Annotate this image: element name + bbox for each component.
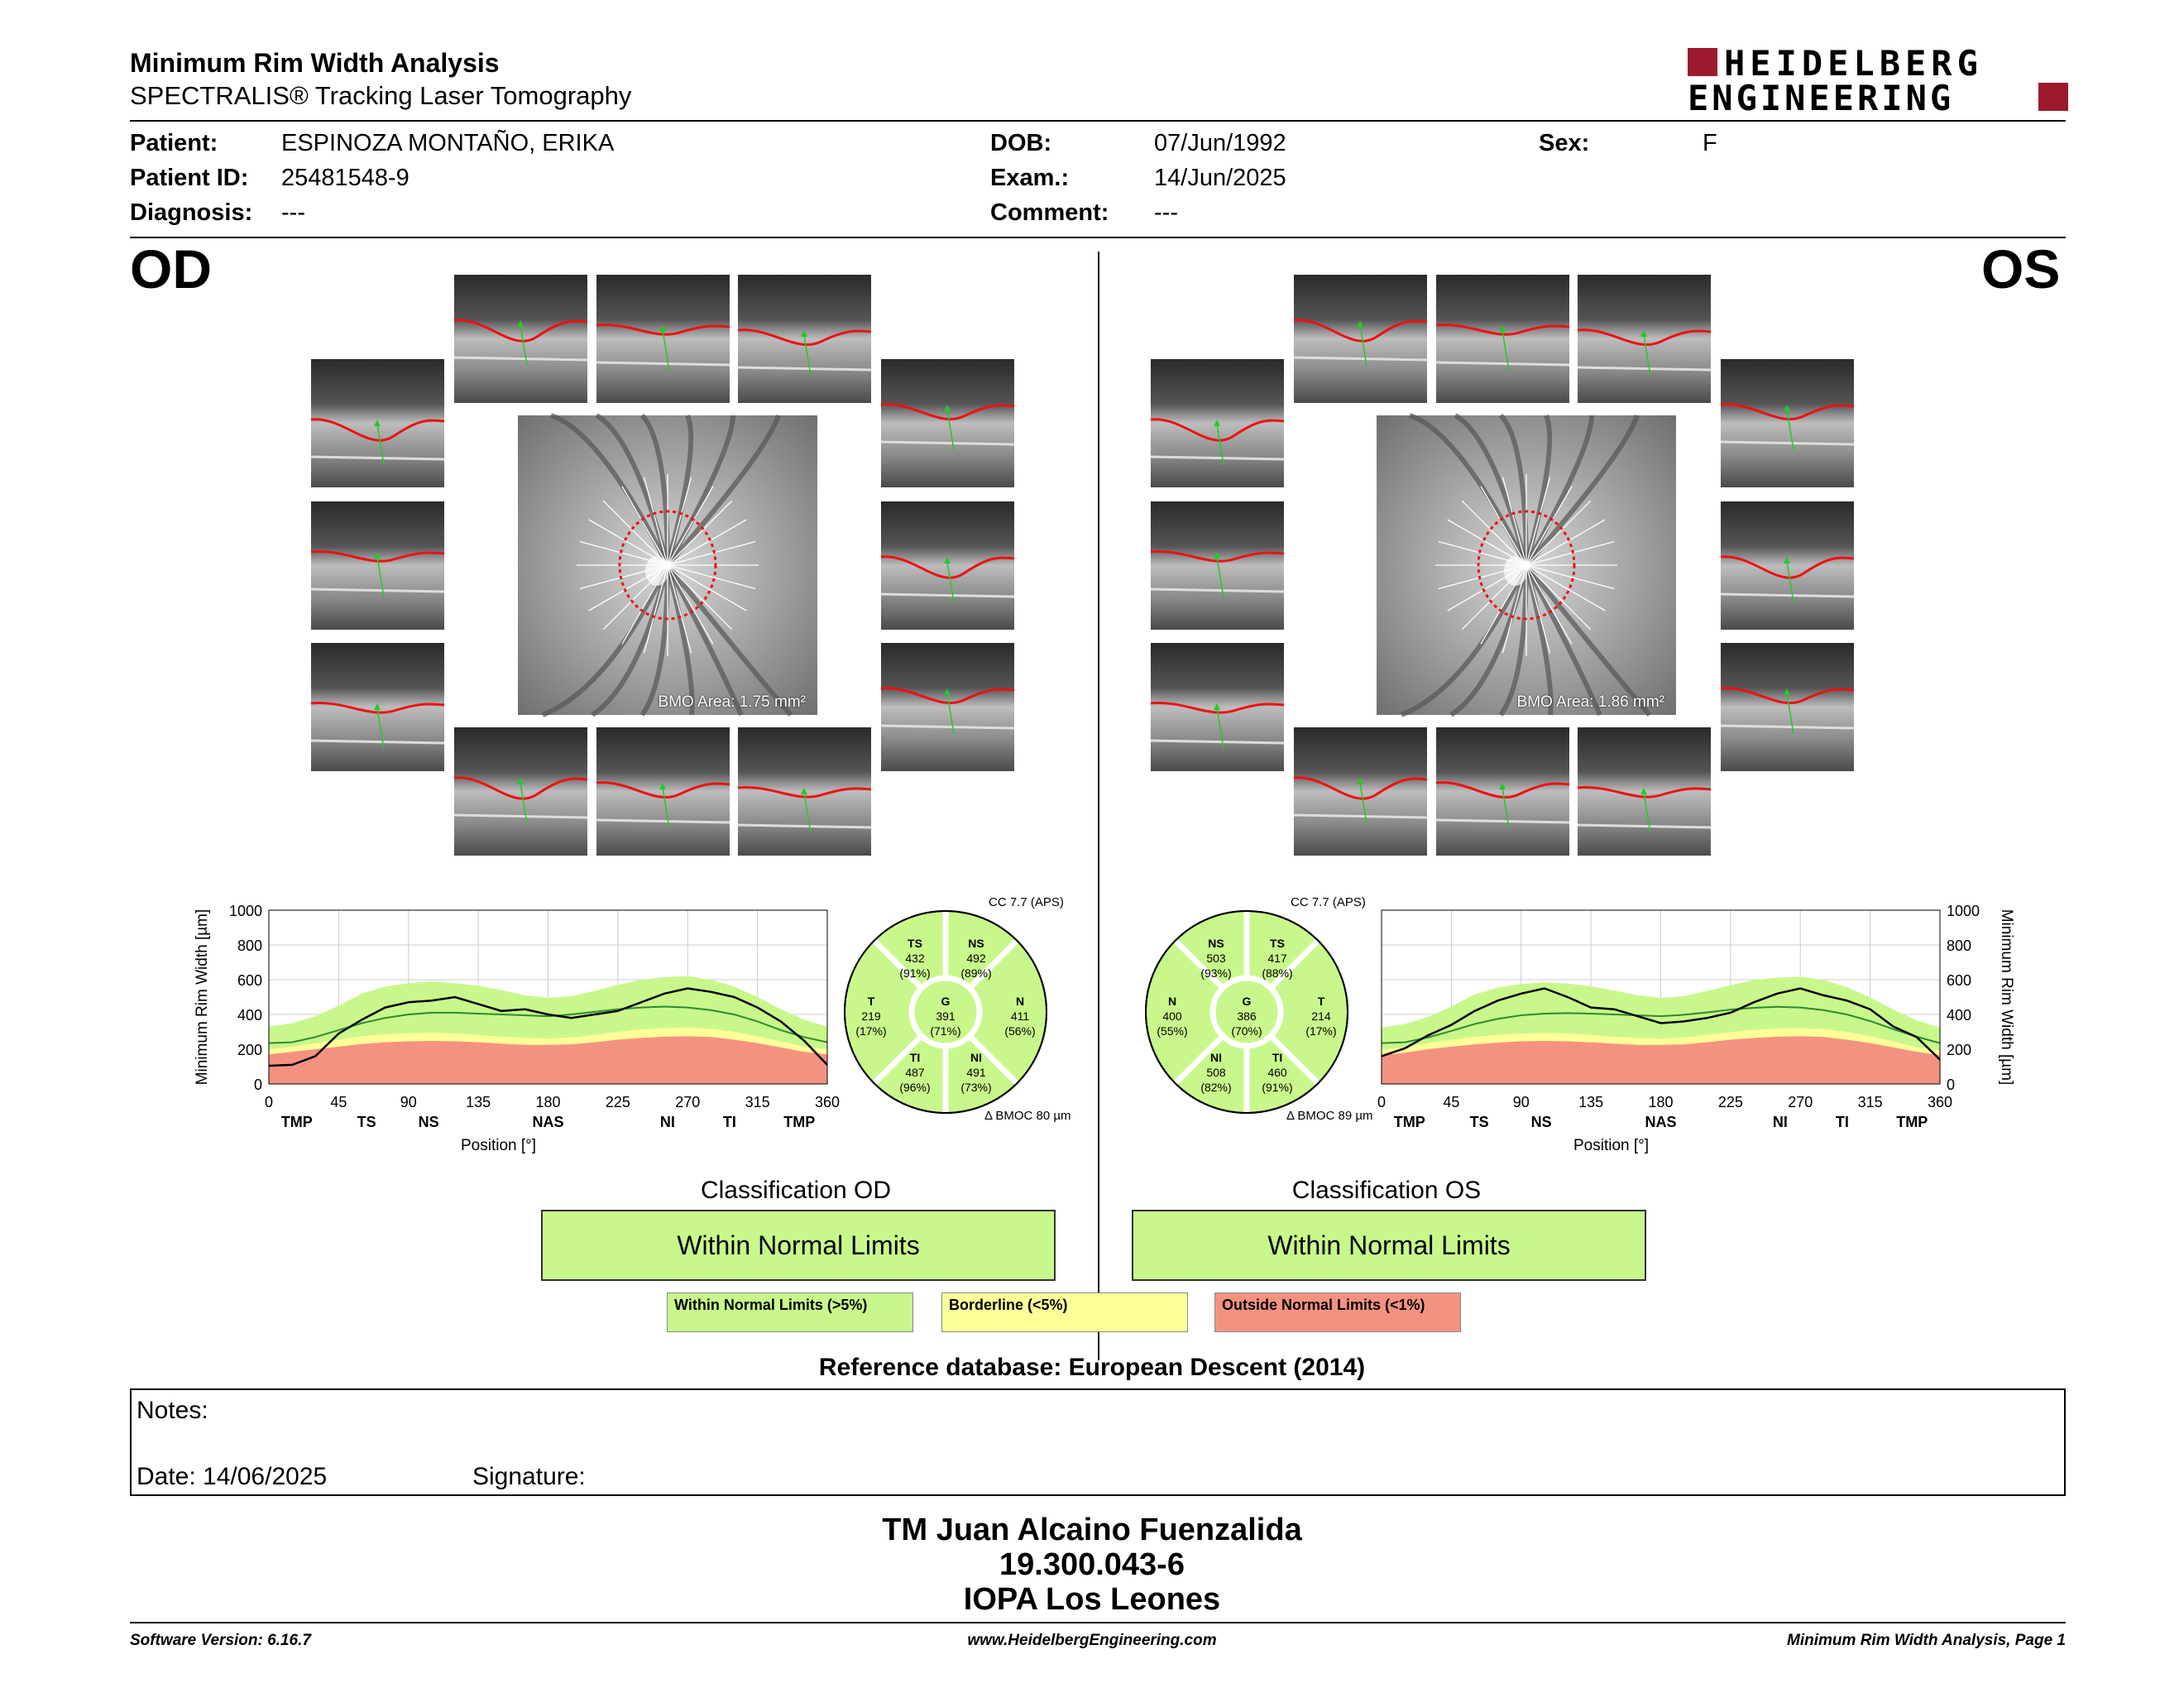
os-sector-ni-label: NI: [1210, 1051, 1222, 1064]
od-oct-scan-6: [311, 501, 444, 630]
od-sector-ts-label: TS: [908, 937, 922, 950]
os-oct-scan-7: [1721, 501, 1854, 630]
os-sector-tick-tmp: TMP: [1896, 1114, 1928, 1130]
os-x-axis-label: Position [°]: [1573, 1137, 1650, 1154]
os-ytick-0: 0: [1947, 1077, 1956, 1093]
os-oct-scan-5: [1721, 359, 1854, 487]
os-bmoc-value: BMOC 89 µm: [1297, 1109, 1373, 1123]
od-xtick-90: 90: [400, 1094, 417, 1110]
od-sector-tick-ni: NI: [659, 1114, 675, 1130]
os-xtick-225: 225: [1717, 1094, 1743, 1110]
od-xtick-315: 315: [745, 1094, 770, 1110]
os-sector-diagram: [1143, 909, 1350, 1115]
od-sector-t-value: 219: [861, 1009, 881, 1023]
os-sector-tick-ni: NI: [1772, 1114, 1788, 1130]
notes-label: Notes:: [136, 1397, 208, 1424]
os-oct-scan-10: [1294, 727, 1427, 856]
os-oct-scan-2: [1436, 275, 1569, 403]
dob-label: DOB:: [990, 130, 1052, 156]
od-sector-tick-ti: TI: [722, 1114, 736, 1130]
reference-database: Reference database: European Descent (2014): [818, 1354, 1366, 1381]
od-classification-result: Within Normal Limits: [541, 1210, 1056, 1281]
os-sector-t-label: T: [1317, 995, 1325, 1008]
os-sector-g-pct: (70%): [1231, 1024, 1262, 1038]
od-sector-g-label: G: [941, 995, 951, 1008]
os-sector-g-value: 386: [1237, 1009, 1257, 1023]
os-ytick-1000: 1000: [1947, 903, 1980, 919]
od-sector-ns-label: NS: [968, 937, 984, 950]
od-sector-ts-pct: (91%): [899, 966, 931, 980]
od-oct-scan-4: [311, 359, 444, 487]
signature-label: Signature:: [472, 1463, 586, 1490]
od-fundus-image: [518, 415, 817, 715]
os-fundus-image: [1377, 415, 1676, 715]
os-xtick-45: 45: [1443, 1094, 1460, 1110]
od-sector-ti-pct: (96%): [899, 1081, 931, 1094]
od-sector-ni-pct: (73%): [960, 1081, 992, 1094]
od-bmoc-value: BMOC 80 µm: [995, 1109, 1071, 1123]
report-title: Minimum Rim Width Analysis: [130, 48, 500, 78]
os-classification-result: Within Normal Limits: [1132, 1210, 1646, 1281]
website-link[interactable]: www.HeidelbergEngineering.com: [967, 1632, 1217, 1649]
os-xtick-180: 180: [1648, 1094, 1674, 1110]
os-ytick-800: 800: [1947, 938, 1972, 954]
os-sector-tick-ts: TS: [1469, 1114, 1489, 1130]
signer-name: TM Juan Alcaino Fuenzalida: [882, 1513, 1302, 1547]
os-sector-g-label: G: [1242, 995, 1252, 1008]
od-oct-scan-2: [596, 275, 730, 403]
legend-borderline: Borderline (<5%): [941, 1292, 1188, 1332]
od-bmo-area: BMO Area: 1.75 mm²: [658, 693, 806, 711]
od-xtick-360: 360: [814, 1094, 841, 1110]
exam-label: Exam.:: [990, 165, 1070, 191]
os-sector-t-value: 214: [1311, 1009, 1331, 1023]
od-oct-scan-7: [881, 501, 1014, 630]
od-oct-scan-10: [454, 727, 587, 856]
od-cc-label: CC 7.7 (APS): [989, 895, 1064, 909]
od-y-axis-label: Minimum Rim Width [µm]: [194, 909, 211, 1086]
od-sector-t-pct: (17%): [855, 1024, 887, 1038]
os-sector-ni-value: 508: [1206, 1066, 1226, 1079]
os-oct-scan-12: [1578, 727, 1711, 856]
os-xtick-90: 90: [1512, 1094, 1530, 1110]
od-oct-scan-1: [454, 275, 587, 403]
od-ytick-600: 600: [237, 972, 262, 989]
od-sector-ni-label: NI: [970, 1051, 982, 1064]
os-cc-label: CC 7.7 (APS): [1291, 895, 1366, 909]
os-xtick-360: 360: [1927, 1094, 1953, 1110]
os-ytick-600: 600: [1947, 972, 1972, 989]
od-sector-n-pct: (56%): [1004, 1024, 1036, 1038]
os-oct-scan-9: [1721, 643, 1854, 771]
od-mrw-chart: [190, 902, 841, 1175]
od-ytick-800: 800: [237, 938, 262, 954]
od-oct-scan-5: [881, 359, 1014, 487]
os-y-axis-label: Minimum Rim Width [µm]: [1998, 909, 2015, 1086]
heidelberg-logo: [1688, 43, 2068, 118]
sex-label: Sex:: [1539, 130, 1590, 156]
od-sector-tick-tmp: TMP: [783, 1114, 816, 1130]
os-sector-ti-value: 460: [1267, 1066, 1287, 1079]
od-oct-scan-9: [881, 643, 1014, 771]
od-sector-g-pct: (71%): [930, 1024, 961, 1038]
os-classification-title: Classification OS: [1291, 1177, 1482, 1204]
od-eye-label: OD: [130, 238, 212, 300]
os-sector-ti-label: TI: [1272, 1051, 1283, 1064]
os-ytick-400: 400: [1947, 1007, 1972, 1024]
od-sector-diagram: [842, 909, 1049, 1115]
os-oct-scan-11: [1436, 727, 1569, 856]
od-oct-scan-3: [738, 275, 871, 403]
os-bmoc-label: Δ BMOC 89 µm: [1286, 1109, 1373, 1123]
exam-value: 14/Jun/2025: [1154, 165, 1286, 191]
od-xtick-225: 225: [605, 1094, 630, 1110]
od-sector-tick-ns: NS: [418, 1114, 439, 1130]
od-xtick-0: 0: [264, 1094, 274, 1110]
page-info: Minimum Rim Width Analysis, Page 1: [1787, 1632, 2066, 1649]
os-xtick-315: 315: [1857, 1094, 1883, 1110]
os-xtick-135: 135: [1578, 1094, 1604, 1110]
os-oct-scan-3: [1578, 275, 1711, 403]
od-sector-ns-pct: (89%): [960, 966, 992, 980]
os-sector-ti-pct: (91%): [1262, 1081, 1293, 1094]
os-xtick-270: 270: [1788, 1094, 1813, 1110]
od-sector-g-value: 391: [936, 1009, 956, 1023]
eye-divider: [1098, 252, 1099, 1360]
od-oct-scan-11: [596, 727, 730, 856]
od-oct-scan-12: [738, 727, 871, 856]
os-sector-tick-ns: NS: [1530, 1114, 1552, 1130]
od-sector-ts-value: 432: [905, 952, 925, 965]
od-xtick-135: 135: [466, 1094, 491, 1110]
os-sector-ts-pct: (88%): [1262, 966, 1293, 980]
od-ytick-200: 200: [237, 1042, 262, 1058]
os-sector-ts-value: 417: [1267, 952, 1287, 965]
os-sector-ns-value: 503: [1206, 952, 1226, 965]
os-eye-label: OS: [1981, 238, 2061, 300]
sex-value: F: [1703, 130, 1717, 156]
od-sector-tick-ts: TS: [357, 1114, 376, 1130]
report-subtitle: SPECTRALIS® Tracking Laser Tomography: [130, 81, 632, 110]
od-ytick-0: 0: [253, 1077, 262, 1093]
os-oct-scan-4: [1151, 359, 1284, 487]
os-sector-ns-pct: (93%): [1200, 966, 1232, 980]
os-sector-tick-nas: NAS: [1645, 1114, 1677, 1130]
os-sector-ni-pct: (82%): [1200, 1081, 1232, 1094]
od-sector-ti-value: 487: [905, 1066, 925, 1079]
os-ytick-200: 200: [1947, 1042, 1972, 1058]
notes-box: [130, 1388, 2066, 1496]
os-sector-n-pct: (55%): [1157, 1024, 1188, 1038]
logo-line-1: HEIDELBERG: [1724, 43, 1983, 84]
od-sector-n-value: 411: [1010, 1009, 1030, 1023]
comment-label: Comment:: [990, 199, 1109, 226]
diagnosis-value: ---: [281, 199, 305, 226]
os-xtick-0: 0: [1377, 1094, 1387, 1110]
os-sector-ts-label: TS: [1270, 937, 1285, 950]
od-oct-scan-8: [311, 643, 444, 771]
od-x-axis-label: Position [°]: [460, 1137, 537, 1154]
os-oct-scan-6: [1151, 501, 1284, 630]
od-sector-ti-label: TI: [909, 1051, 921, 1064]
patient-id-label: Patient ID:: [130, 165, 249, 191]
signer-institution: IOPA Los Leones: [963, 1582, 1221, 1617]
logo-line-2: ENGINEERING: [1688, 78, 1955, 118]
os-sector-ns-label: NS: [1208, 937, 1224, 950]
os-oct-scan-8: [1151, 643, 1284, 771]
od-sector-tick-tmp: TMP: [280, 1114, 313, 1130]
diagnosis-label: Diagnosis:: [130, 199, 253, 226]
dob-value: 07/Jun/1992: [1154, 130, 1286, 156]
od-sector-ni-value: 491: [966, 1066, 986, 1079]
od-bmoc-label: Δ BMOC 80 µm: [984, 1109, 1071, 1123]
od-ytick-400: 400: [237, 1007, 262, 1024]
os-mrw-chart: [1357, 902, 2019, 1175]
os-sector-n-value: 400: [1162, 1009, 1182, 1023]
od-xtick-180: 180: [535, 1094, 561, 1110]
od-sector-t-label: T: [867, 995, 875, 1008]
od-sector-ns-value: 492: [966, 952, 986, 965]
legend-outside-normal: Outside Normal Limits (<1%): [1214, 1292, 1461, 1332]
os-oct-scan-1: [1294, 275, 1427, 403]
legend-within-normal: Within Normal Limits (>5%): [667, 1292, 913, 1332]
od-xtick-270: 270: [675, 1094, 701, 1110]
od-classification-title: Classification OD: [700, 1177, 892, 1204]
patient-name: ESPINOZA MONTAÑO, ERIKA: [281, 130, 615, 156]
patient-id-value: 25481548-9: [281, 165, 410, 191]
od-sector-n-label: N: [1015, 995, 1025, 1008]
os-sector-t-pct: (17%): [1305, 1024, 1337, 1038]
od-sector-tick-nas: NAS: [532, 1114, 564, 1130]
signer-id: 19.300.043-6: [999, 1547, 1185, 1582]
os-bmo-area: BMO Area: 1.86 mm²: [1516, 693, 1664, 711]
date-label: Date: 14/06/2025: [136, 1463, 328, 1490]
os-sector-n-label: N: [1167, 995, 1177, 1008]
os-sector-tick-tmp: TMP: [1393, 1114, 1425, 1130]
od-xtick-45: 45: [330, 1094, 347, 1110]
software-version: Software Version: 6.16.7: [130, 1632, 311, 1649]
os-sector-tick-ti: TI: [1835, 1114, 1849, 1130]
od-ytick-1000: 1000: [228, 903, 262, 919]
patient-label: Patient:: [130, 130, 218, 156]
comment-value: ---: [1154, 199, 1178, 226]
